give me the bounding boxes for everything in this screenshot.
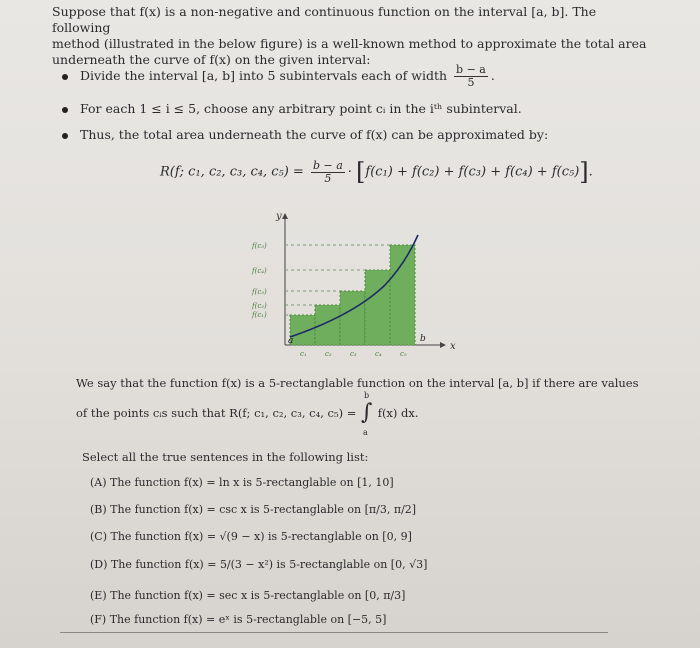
left-bracket: [ — [356, 158, 366, 186]
integral-upper-limit: b — [364, 391, 370, 400]
intro-line-1: Suppose that f(x) is a non-negative and continuous function on the interval [a, b]. The following — [52, 4, 597, 35]
bullet-1-text: Divide the interval [a, b] into 5 subintervals each of width — [80, 68, 448, 83]
riemann-figure — [240, 205, 460, 360]
label-c2: c₂ — [325, 350, 332, 358]
option-e: (E) The function f(x) = sec x is 5-rectanglable on [0, π/3] — [90, 589, 406, 602]
integral-symbol: ∫ — [361, 400, 373, 425]
definition-line-1: We say that the function f(x) is a 5-rectanglable function on the interval [a, b] if there are values — [76, 376, 639, 390]
rectangle-3 — [340, 291, 365, 345]
y-axis-label: y — [276, 211, 282, 222]
y-axis-arrow-icon — [282, 213, 288, 219]
rectangle-1 — [290, 315, 315, 345]
riemann-formula: R(f; c₁, c₂, c₃, c₄, c₅) = $\frac{b - a}{5}$ · [f(c₁) + f(c₂) + f(c₃) + f(c₄) + f(c₅)]. — [160, 158, 593, 186]
formula-lhs: R(f; c₁, c₂, c₃, c₄, c₅) = — [160, 164, 304, 180]
option-b: (B) The function f(x) = csc x is 5-rectanglable on [π/3, π/2] — [90, 503, 417, 516]
bullet-dot — [62, 133, 68, 139]
bullet-3-text: Thus, the total area underneath the curve of f(x) can be approximated by: — [80, 127, 549, 142]
formula-rhs: f(c₁) + f(c₂) + f(c₃) + f(c₄) + f(c₅) — [365, 164, 580, 180]
intro-line-2: method (illustrated in the below figure) is a well-known method to approximate the total area — [52, 36, 647, 51]
width-fraction: $\frac{b - a}{5}$ — [456, 63, 486, 89]
integral-lower-limit: a — [363, 428, 368, 437]
question-prompt: Select all the true sentences in the following list: — [82, 450, 369, 464]
label-c4: c₄ — [375, 350, 382, 358]
intro-line-3: underneath the curve of f(x) on the given interval: — [52, 52, 371, 67]
label-b: b — [420, 334, 426, 344]
intro-paragraph — [52, 4, 652, 68]
label-f-c5: f(c₅) — [252, 242, 267, 250]
bottom-divider — [60, 632, 608, 633]
option-a: (A) The function f(x) = ln x is 5-rectanglable on [1, 10] — [90, 476, 394, 489]
formula-fraction: $\frac{b - a}{5}$ — [312, 158, 343, 185]
x-axis-arrow-icon — [440, 342, 446, 348]
definition-lhs: of the points cᵢs such that R(f; c₁, c₂, c₃, c₄, c₅) = — [76, 406, 357, 420]
bullet-choose — [62, 101, 522, 116]
label-a: a — [288, 336, 294, 346]
bullet-2-text: For each 1 ≤ i ≤ 5, choose any arbitrary point cᵢ in the iᵗʰ subinterval. — [80, 101, 522, 116]
label-c3: c₃ — [350, 350, 357, 358]
label-c5: c₅ — [400, 350, 407, 358]
label-c1: c₁ — [300, 350, 307, 358]
label-f-c4: f(c₄) — [252, 267, 267, 275]
bullet-dot — [62, 107, 68, 113]
integral-sign — [360, 391, 374, 437]
label-f-c3: f(c₃) — [252, 288, 267, 296]
definition-line-2 — [76, 391, 419, 437]
integrand: f(x) dx. — [377, 406, 419, 420]
bullet-approximate — [62, 127, 548, 142]
rectangle-5 — [390, 245, 415, 345]
option-c: (C) The function f(x) = √(9 − x) is 5-rectanglable on [0, 9] — [90, 530, 412, 543]
rectangle-2 — [315, 305, 340, 345]
right-bracket: ] — [579, 158, 589, 186]
bullet-divide: Divide the interval [a, b] into 5 subintervals each of width $\frac{b - a}{5}$ . — [62, 64, 495, 89]
label-f-c1: f(c₁) — [252, 311, 267, 319]
option-d: (D) The function f(x) = 5/(3 − x²) is 5-rectanglable on [0, √3] — [90, 558, 428, 571]
bullet-dot — [62, 74, 68, 80]
option-f: (F) The function f(x) = eˣ is 5-rectanglable on [−5, 5] — [90, 613, 387, 626]
rectangle-4 — [365, 270, 390, 345]
label-f-c2: f(c₂) — [252, 302, 267, 310]
x-axis-label: x — [450, 341, 456, 352]
